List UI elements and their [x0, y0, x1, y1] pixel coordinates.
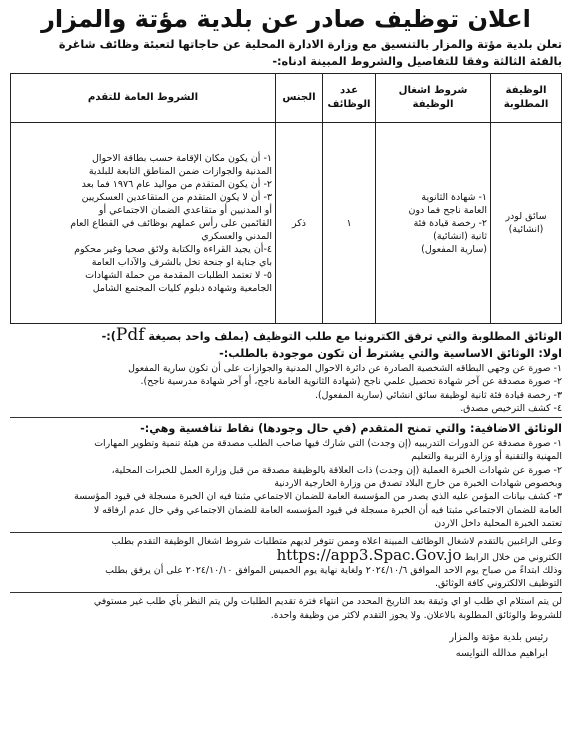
condition-line: باي جناية او جنحة تخل بالشرف والآداب العامة — [91, 256, 272, 268]
divider — [10, 532, 562, 533]
condition-line: الجامعية وشهادة دبلوم كليات المجتمع الشامل — [92, 282, 272, 294]
cell-job: سائق لودر (انشائية) — [491, 123, 562, 324]
application-instructions — [10, 535, 562, 590]
signature-title: رئيس بلدية مؤتة والمزار — [449, 632, 548, 644]
table-row — [11, 123, 562, 324]
requirement-line: ١- شهادة الثانوية — [421, 191, 487, 203]
list-item: ٢- صورة مصدقة عن آخر شهادة تحصيل علمي ناجح (شهادة الثانوية العامة ناجح، أو آخر شهادة مدرسية ناجح). — [140, 376, 562, 388]
requirement-line: ٢- رخصة قيادة فئة — [413, 217, 487, 229]
list-item: ١- صورة مصدقة عن الدورات التدريبيه (إن وجدت) التي شارك فيها صاحب الطلب مصدقة من هيئة تنمية وتطوير المهارات — [94, 438, 562, 450]
condition-line: المدنية والجوازات ضمن المناطق التابعة للبلدية — [88, 165, 272, 177]
documents-heading — [10, 327, 562, 345]
notice-line: للشروط والوثائق المطلوبة بالاعلان. ولا يجوز التقدم لاكثر من وظيفة واحدة. — [270, 609, 562, 621]
basic-documents-list — [10, 362, 562, 415]
intro-line: تعلن بلدية مؤتة والمزار بالتنسيق مع وزارة الادارة المحلية عن حاجاتها لتعبئة وظائف شاغرة — [58, 38, 562, 51]
application-link[interactable]: https://app3.Spac.Gov.jo — [276, 545, 462, 564]
list-item: المهنية والتقنية أو وزارة التربية والتعليم — [411, 451, 562, 463]
notice-line: لن يتم استلام اي طلب او اي وثيقة بعد التاريخ المحدد من انتهاء فترة تقديم الطلبات ولن يتم النظر بأي طلب غير مستوفي — [93, 596, 562, 608]
list-item: ٤- كشف الترخيص مصدق. — [460, 402, 562, 414]
condition-line: ٤-أن يجيد القراءة والكتابة ولائق صحيا وغير محكوم — [74, 243, 272, 255]
basic-documents-heading: اولا: الوثائق الاساسية والتي يشترط أن تكون موجودة بالطلب:- — [219, 347, 562, 360]
notice-text — [10, 595, 562, 622]
list-item: وبخصوص شهادات الخبرة من خارج البلاد تصدق من وزارة الخارجية الاردنية — [274, 478, 562, 490]
cell-general-conditions — [11, 123, 276, 324]
list-item: ٣- كشف بيانات المؤمن عليه الذي يصدر من المؤسسة العامة للضمان الاجتماعي مثبتا فيه ان الخبرة مسجلة في قيود المؤسسة — [74, 491, 562, 503]
extra-documents-list — [10, 437, 562, 530]
signature-block — [10, 630, 548, 662]
cell-gender: ذكر — [276, 123, 323, 324]
extra-documents-heading: الوثائق الاضافية: والتي تمنح المتقدم (في حال وجودها) نقاط تنافسية وهي:- — [140, 422, 562, 436]
header-count: عدد الوظائف — [323, 74, 376, 123]
application-link-label: الكتروني من خلال الرابط — [464, 551, 562, 563]
condition-line: ٢- أن يكون المتقدم من مواليد عام ١٩٧٦ فما بعد — [81, 178, 272, 190]
divider — [10, 417, 562, 418]
table-header-row — [11, 74, 562, 123]
requirement-line: ثانية (انشائية) — [433, 230, 487, 242]
application-line — [10, 545, 562, 564]
divider — [10, 592, 562, 593]
list-item: ٢- صورة عن شهادات الخبرة العملية (إن وجدت) ذات العلاقة بالوظيفة مصدقة من قبل وزارة العمل للخبرات المحلية، — [111, 464, 562, 476]
documents-heading-end: ):- — [101, 330, 116, 343]
signature-name: ابراهيم مدالله النوايسه — [455, 648, 548, 660]
documents-heading-text: الوثائق المطلوبة والتي ترفق الكترونيا مع طلب التوظيف (بملف واحد بصيغة — [148, 330, 562, 343]
condition-line: ١- أن يكون مكان الإقامة حسب بطاقة الاحوال — [92, 152, 272, 164]
condition-line: أو المدنيين أو متقاعدي الضمان الاجتماعي أو — [98, 204, 272, 216]
application-line: وعلى الراغبين بالتقدم لاشغال الوظائف المبينة اعلاه وممن تتوفر لديهم متطلبات شروط اشغال الوظيفة التقدم بطلب — [111, 536, 562, 548]
list-item: العامة للضمان الاجتماعي مثبتا فيه أن الخبرة مسجلة في قيود المؤسسه العامة للضمان الاجتماعي وفي حال عدم ارفاقه لا — [93, 504, 562, 516]
application-line: وذلك ابتداءً من صباح يوم الاحد الموافق ٢٠٢٤/١٠/٦ ولغاية نهاية يوم الخميس الموافق ٢٠٢٤/١٠/١٠ على أن يرفق بطلب — [105, 564, 562, 576]
header-gender: الجنس — [276, 74, 323, 123]
jobs-table — [10, 73, 562, 324]
cell-requirements — [376, 123, 491, 324]
condition-line: القائمين على رأس عملهم بوظائف في القطاع العام — [70, 217, 272, 229]
cell-count: ١ — [323, 123, 376, 324]
requirement-line: العامة ناجح فما دون — [408, 204, 487, 216]
header-job: الوظيفة المطلوبة — [491, 74, 562, 123]
intro-line: بالفئة الثالثة وفقا للتفاصيل والشروط المبينة ادناه:- — [272, 55, 562, 68]
list-item: تعتمد الخبرة المحلية داخل الاردن — [434, 517, 562, 529]
condition-line: ٥- لا تعتمد الطلبات المقدمة من حملة الشهادات — [85, 269, 272, 281]
list-item: ١- صورة عن وجهي البطاقه الشخصية الصادرة عن دائرة الاحوال المدنية والجوازات على أن تكون سارية المفعول — [128, 363, 562, 374]
application-line: التوظيف الالكتروني كافة الوثائق. — [434, 578, 562, 590]
page-title: اعلان توظيف صادر عن بلدية مؤتة والمزار — [41, 5, 531, 33]
condition-line: ٣- أن لا يكون المتقدم من المتقاعدين العسكريين — [81, 191, 272, 203]
header-requirements: شروط اشغال الوظيفة — [376, 74, 491, 123]
header-general-conditions: الشروط العامة للتقدم — [11, 74, 276, 123]
condition-line: المدني والعسكري — [201, 230, 272, 242]
intro-text — [10, 36, 562, 70]
list-item: ٣- رخصة قيادة فئة ثانية لوظيفة سائق انشائي (سارية المفعول). — [315, 389, 562, 401]
documents-heading-pdf: Pdf — [115, 325, 145, 345]
requirement-line: (سارية المفعول) — [421, 243, 487, 255]
